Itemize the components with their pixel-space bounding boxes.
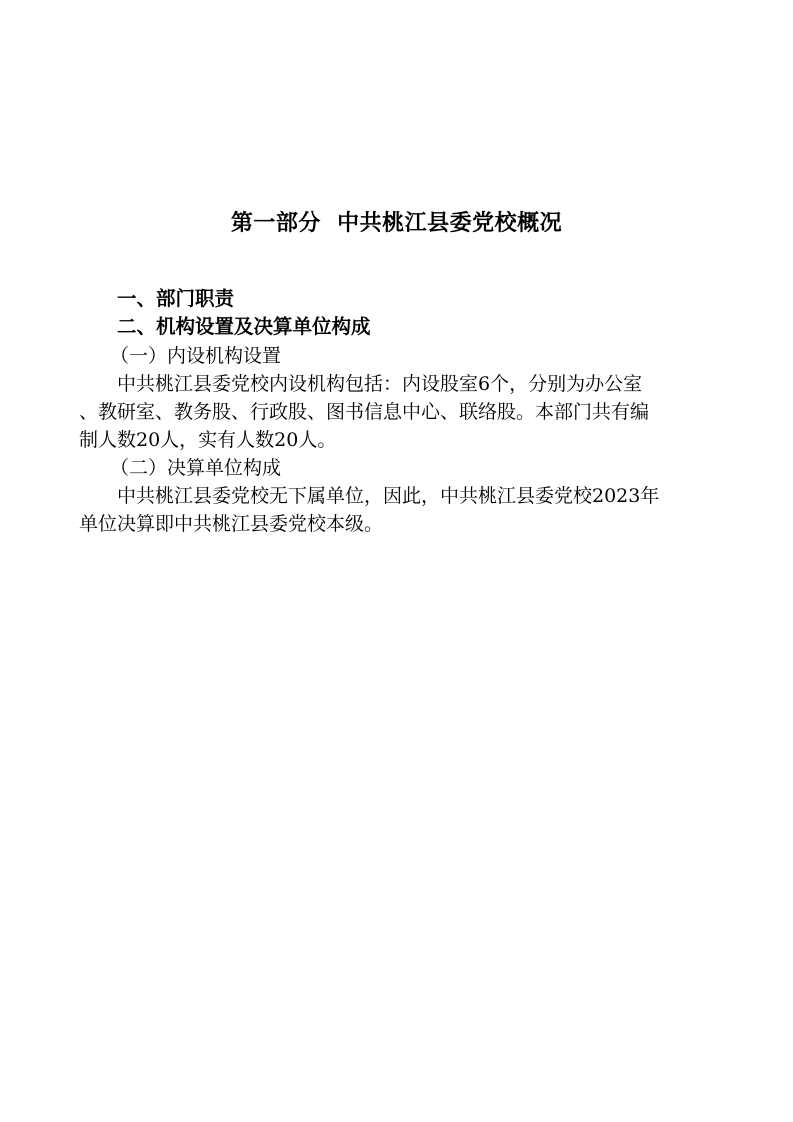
section-heading-responsibilities: 一、部门职责 (117, 287, 235, 310)
subsection-heading-budget-units: （二）决算单位构成 (110, 457, 282, 479)
paragraph-line: 中共桃江县委党校内设机构包括：内设股室6个，分别为办公室 (117, 373, 643, 395)
subsection-heading-internal-structure: （一）内设机构设置 (110, 345, 282, 367)
paragraph-line: 制人数20人，实有人数20人。 (79, 429, 337, 451)
page-title: 第一部分 中共桃江县委党校概况 (230, 211, 563, 236)
section-heading-organization: 二、机构设置及决算单位构成 (117, 315, 371, 338)
paragraph-line: 、教研室、教务股、行政股、图书信息中心、联络股。本部门共有编 (79, 401, 650, 423)
paragraph-line: 单位决算即中共桃江县委党校本级。 (79, 513, 384, 535)
paragraph-line: 中共桃江县委党校无下属单位，因此，中共桃江县委党校2023年 (117, 485, 660, 507)
